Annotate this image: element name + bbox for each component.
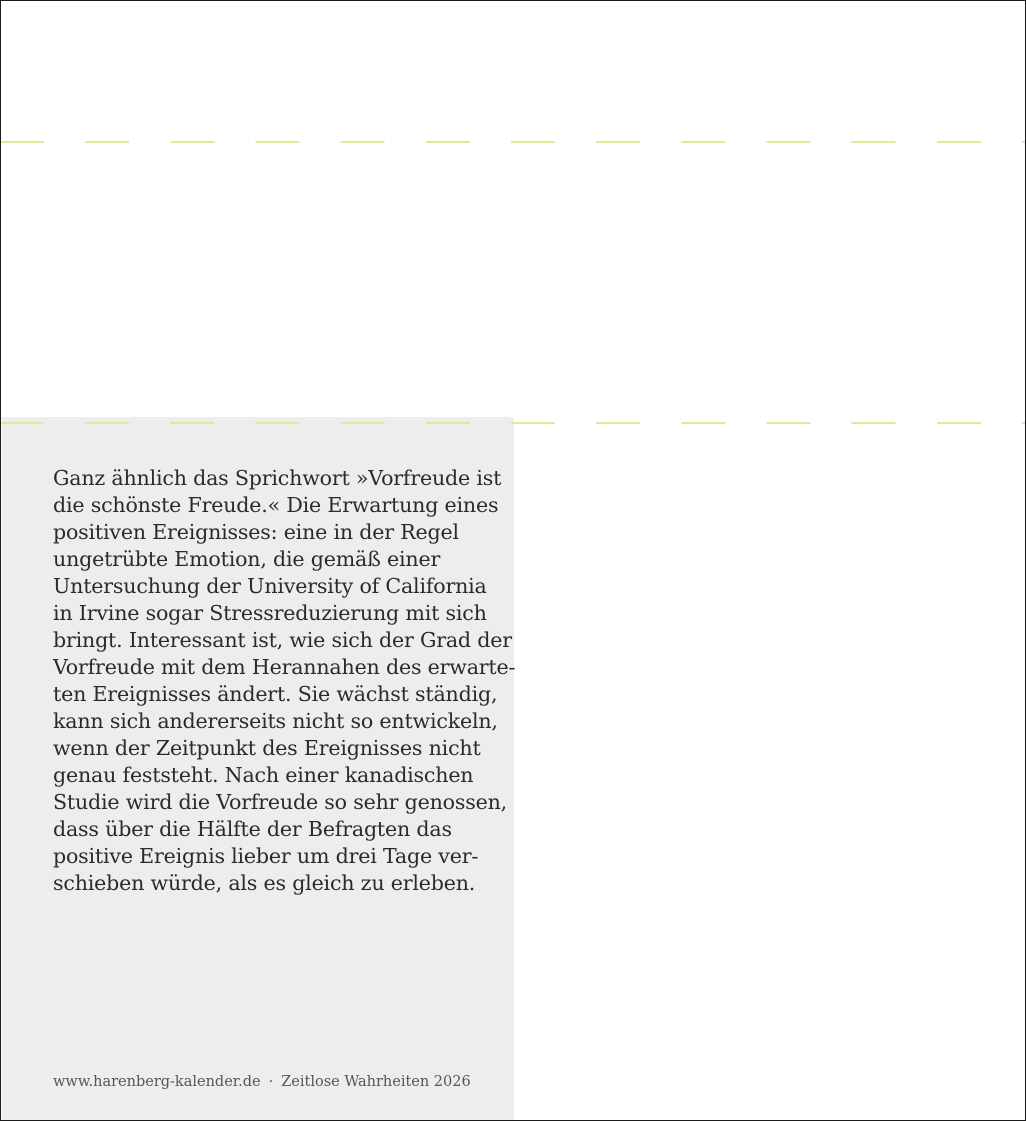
text-line: genau feststeht. Nach einer kanadischen xyxy=(53,763,474,787)
text-line: bringt. Interessant ist, wie sich der Grad der xyxy=(53,628,512,652)
calendar-title: Zeitlose Wahrheiten 2026 xyxy=(281,1074,471,1090)
text-line: in Irvine sogar Stressreduzierung mit sich xyxy=(53,601,487,625)
text-line: positiven Ereignisses: eine in der Regel xyxy=(53,520,459,544)
article-text xyxy=(53,465,516,897)
text-line: Vorfreude mit dem Herannahen des erwarte- xyxy=(53,655,516,679)
perforation-line-middle xyxy=(1,422,1026,424)
text-line: Ganz ähnlich das Sprichwort »Vorfreude ist xyxy=(53,466,502,490)
text-line: dass über die Hälfte der Befragten das xyxy=(53,817,452,841)
text-line: die schönste Freude.« Die Erwartung eines xyxy=(53,493,499,517)
text-line: positive Ereignis lieber um drei Tage ver- xyxy=(53,844,479,868)
text-line: ungetrübte Emotion, die gemäß einer xyxy=(53,547,441,571)
page-footer xyxy=(53,1074,471,1090)
text-line: ten Ereignisses ändert. Sie wächst ständig, xyxy=(53,682,498,706)
text-line: Untersuchung der University of California xyxy=(53,574,487,598)
text-line: kann sich andererseits nicht so entwickeln, xyxy=(53,709,498,733)
website-link[interactable]: www.harenberg-kalender.de xyxy=(53,1074,261,1090)
perforation-line-top xyxy=(1,141,1026,143)
text-line: Studie wird die Vorfreude so sehr genossen, xyxy=(53,790,507,814)
text-line: wenn der Zeitpunkt des Ereignisses nicht xyxy=(53,736,481,760)
footer-separator: · xyxy=(268,1074,274,1090)
text-line: schieben würde, als es gleich zu erleben. xyxy=(53,871,476,895)
